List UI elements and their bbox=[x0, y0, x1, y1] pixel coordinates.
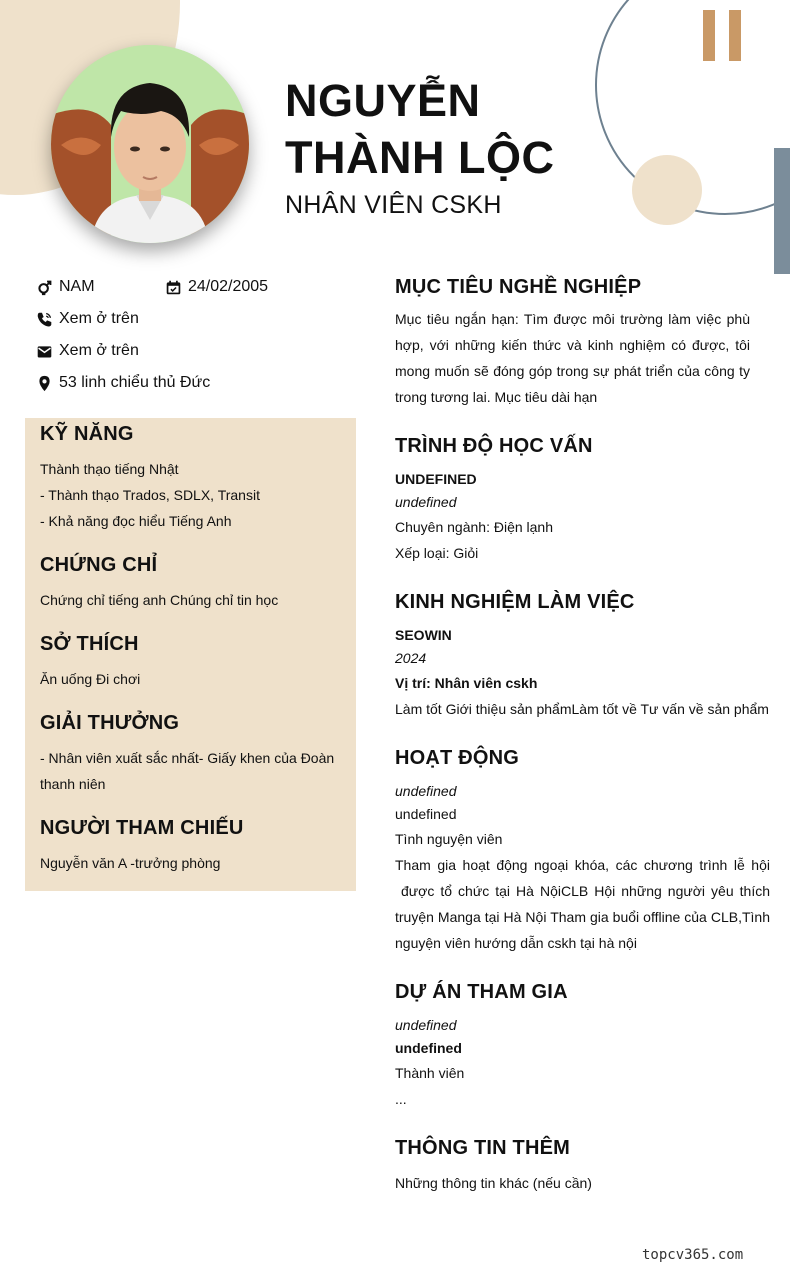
activities-org: undefined bbox=[395, 806, 457, 822]
decor-dot-top-right bbox=[632, 155, 702, 225]
experience-description: Làm tốt Giới thiệu sản phẩmLàm tốt về Tư vấn về sản phẩm bbox=[395, 701, 769, 717]
objective-text: Mục tiêu ngắn hạn: Tìm được môi trường làm việc phù bbox=[395, 311, 750, 327]
skill-item: Thành thạo tiếng Nhật bbox=[40, 461, 179, 477]
email-icon bbox=[36, 343, 53, 360]
job-title: NHÂN VIÊN CSKH bbox=[285, 191, 502, 219]
education-heading: TRÌNH ĐỘ HỌC VẤN bbox=[395, 435, 593, 457]
hobbies-text: Ăn uống Đi chơi bbox=[40, 671, 141, 687]
experience-year: 2024 bbox=[395, 650, 427, 666]
awards-heading: GIẢI THƯỞNG bbox=[40, 712, 180, 734]
projects-name: undefined bbox=[395, 1040, 462, 1056]
projects-role: Thành viên bbox=[395, 1065, 465, 1081]
extra-heading: THÔNG TIN THÊM bbox=[395, 1137, 571, 1159]
skills-heading: KỸ NĂNG bbox=[40, 423, 134, 445]
avatar bbox=[51, 45, 249, 243]
certificates-heading: CHỨNG CHỈ bbox=[40, 554, 158, 576]
certificates-text: Chứng chỉ tiếng anh Chúng chỉ tin học bbox=[40, 592, 279, 608]
skill-item: - Khả năng đọc hiểu Tiếng Anh bbox=[40, 513, 232, 529]
activities-heading: HOẠT ĐỘNG bbox=[395, 747, 520, 769]
extra-text: Những thông tin khác (nếu cần) bbox=[395, 1175, 592, 1191]
projects-heading: DỰ ÁN THAM GIA bbox=[395, 981, 568, 1003]
gender-icon bbox=[36, 279, 53, 296]
objective-text: trong tương lai. Mục tiêu dài hạn bbox=[395, 389, 598, 405]
projects-time: undefined bbox=[395, 1017, 457, 1033]
objective-text: hợp, với những kiến thức và kinh nghiệm có được, tôi bbox=[395, 337, 750, 353]
experience-company: SEOWIN bbox=[395, 627, 452, 643]
decor-bar-1 bbox=[703, 10, 715, 61]
contact-gender bbox=[36, 277, 95, 297]
calendar-icon bbox=[165, 279, 182, 296]
decor-side-bar bbox=[774, 148, 790, 274]
education-grade: Xếp loại: Giỏi bbox=[395, 545, 479, 561]
watermark: topcv365.com bbox=[642, 1247, 744, 1263]
hobbies-heading: SỞ THÍCH bbox=[40, 633, 139, 655]
objective-text: mong muốn sẽ đóng góp trong sự phát triển của công ty bbox=[395, 363, 750, 379]
skill-item: - Thành thạo Trados, SDLX, Transit bbox=[40, 487, 260, 503]
experience-position: Vị trí: Nhân viên cskh bbox=[395, 675, 538, 691]
birthdate-value: 24/02/2005 bbox=[188, 278, 269, 295]
gender-value: NAM bbox=[59, 278, 95, 295]
activities-text: được tổ chức tại Hà NộiCLB Hội những người yêu thích bbox=[401, 883, 770, 899]
phone-icon bbox=[36, 311, 53, 328]
awards-text: - Nhân viên xuất sắc nhất- Giấy khen của Đoàn bbox=[40, 750, 335, 766]
education-major: Chuyên ngành: Điện lạnh bbox=[395, 519, 554, 535]
candidate-name: NGUYỄN THÀNH LỘC bbox=[285, 75, 555, 183]
activities-role: Tình nguyện viên bbox=[395, 831, 503, 847]
projects-desc: ... bbox=[395, 1091, 407, 1107]
contact-birthdate bbox=[165, 277, 268, 297]
contact-email bbox=[36, 341, 139, 361]
activities-text: Tham gia hoạt động ngoại khóa, các chương trình lễ hội bbox=[395, 857, 770, 873]
experience-heading: KINH NGHIỆM LÀM VIỆC bbox=[395, 591, 635, 613]
decor-bar-2 bbox=[729, 10, 741, 61]
contact-phone bbox=[36, 309, 139, 329]
activities-text: nguyện viên hướng dẫn cskh tại hà nội bbox=[395, 935, 637, 951]
references-heading: NGƯỜI THAM CHIẾU bbox=[40, 817, 244, 839]
phone-value: Xem ở trên bbox=[59, 310, 139, 327]
email-value: Xem ở trên bbox=[59, 342, 139, 359]
contact-address bbox=[36, 373, 210, 393]
education-school: UNDEFINED bbox=[395, 471, 477, 487]
awards-text: thanh niên bbox=[40, 776, 106, 792]
activities-text: truyện Manga tại Hà Nội Tham gia buổi offline của CLB,Tình bbox=[395, 909, 770, 925]
address-value: 53 linh chiểu thủ Đức bbox=[59, 374, 211, 391]
location-icon bbox=[36, 375, 53, 392]
objective-heading: MỤC TIÊU NGHỀ NGHIỆP bbox=[395, 276, 642, 298]
education-time: undefined bbox=[395, 494, 457, 510]
references-text: Nguyễn văn A -trưởng phòng bbox=[40, 855, 221, 871]
activities-time: undefined bbox=[395, 783, 457, 799]
